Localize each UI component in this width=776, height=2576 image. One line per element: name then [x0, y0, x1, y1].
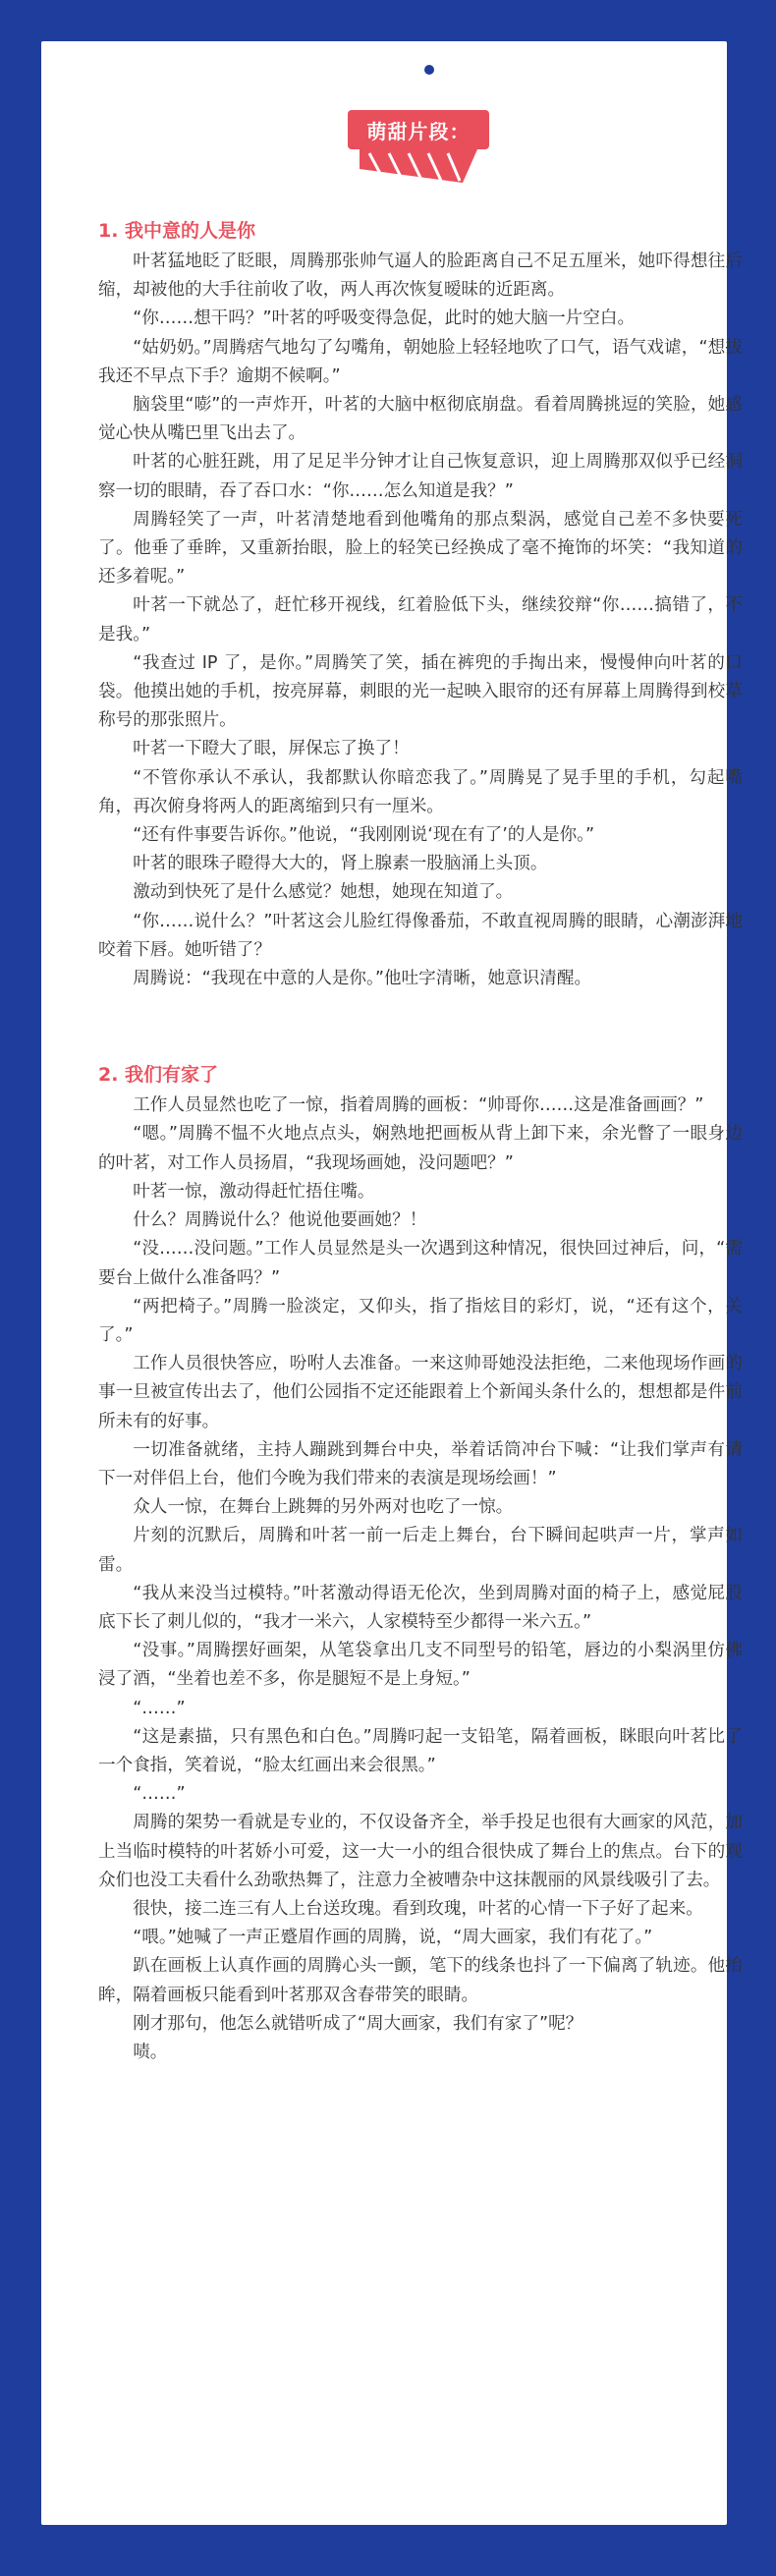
paragraph: 周腾轻笑了一声，叶茗清楚地看到他嘴角的那点梨涡，感觉自己差不多快要死了。他垂了垂眸，又重新抬眼，脸上的轻笑已经换成了毫不掩饰的坏笑：“我知道的还多着呢。”: [98, 509, 743, 588]
paragraph: 叶茗一惊，激动得赶忙捂住嘴。: [133, 1181, 375, 1202]
paragraph: 刚才那句，他怎么就错听成了“周大画家，我们有家了”呢？: [133, 2013, 583, 2034]
paragraph: “……”: [133, 1784, 186, 1805]
section-title: 2. 我们有家了: [98, 1064, 219, 1087]
paragraph: 趴在画板上认真作画的周腾心头一颤，笔下的线条也抖了一下偏离了轨迹。他抬眸，隔着画板只能看到叶茗那双含春带笑的眼睛。: [98, 1956, 743, 2005]
paragraph: 激动到快死了是什么感觉？她想，她现在知道了。: [133, 882, 514, 903]
paragraph: 什么？周腾说什么？他说他要画她？！: [133, 1210, 427, 1231]
paragraph: “姑奶奶。”周腾痞气地勾了勾嘴角，朝她脸上轻轻地吹了口气，语气戏谑，“想拔我还不早点下手？逾期不候啊。”: [98, 337, 743, 386]
paragraph: 脑袋里“嘭”的一声炸开，叶茗的大脑中枢彻底崩盘。看着周腾挑逗的笑脸，她感觉心快从嘴巴里飞出去了。: [98, 395, 743, 444]
section-tag: [348, 110, 495, 189]
paragraph: 工作人员显然也吃了一惊，指着周腾的画板：“帅哥你……这是准备画画？”: [133, 1095, 704, 1116]
paragraph: 很快，接二连三有人上台送玫瑰。看到玫瑰，叶茗的心情一下子好了起来。: [133, 1898, 703, 1919]
paragraph: 啧。: [133, 2042, 168, 2062]
paragraph: “你……说什么？”叶茗这会儿脸红得像番茄，不敢直视周腾的眼睛，心潮澎湃地咬着下唇。她听错了？: [98, 911, 743, 960]
content-card: [41, 41, 743, 2525]
paragraph: 周腾说：“我现在中意的人是你。”他吐字清晰，她意识清醒。: [133, 969, 592, 989]
paragraph: “不管你承认不承认，我都默认你暗恋我了。”周腾晃了晃手里的手机，勾起嘴角，再次俯身将两人的距离缩到只有一厘米。: [98, 767, 743, 816]
paragraph: 叶茗一下瞪大了眼，屏保忘了换了！: [133, 739, 410, 759]
paragraph: 工作人员很快答应，吩咐人去准备。一来这帅哥她没法拒绝，二来他现场作画的事一旦被宣传出去了，他们公园指不定还能跟着上个新闻头条什么的，想想都是件前所未有的好事。: [98, 1354, 743, 1431]
paragraph: 片刻的沉默后，周腾和叶茗一前一后走上舞台，台下瞬间起哄声一片，掌声如雷。: [98, 1526, 743, 1575]
paragraph: “这是素描，只有黑色和白色。”周腾叼起一支铅笔，隔着画板，眯眼向叶茗比了一个食指，笑着说，“脸太红画出来会很黑。”: [98, 1726, 743, 1775]
paragraph: “喂。”她喊了一声正蹙眉作画的周腾，说，“周大画家，我们有花了。”: [133, 1928, 653, 1948]
paragraph: 叶茗猛地眨了眨眼，周腾那张帅气逼人的脸距离自己不足五厘米，她吓得想往后缩，却被他的大手往前收了收，两人再次恢复暧昧的近距离。: [98, 252, 743, 301]
paragraph: “……”: [133, 1698, 186, 1718]
paragraph: “没……没问题。”工作人员显然是头一次遇到这种情况，很快回过神后，问，“需要台上做什么准备吗？”: [98, 1239, 743, 1288]
paragraph: “两把椅子。”周腾一脸淡定，又仰头，指了指炫目的彩灯，说，“还有这个，关了。”: [98, 1296, 743, 1345]
brush-stripes-icon: [360, 149, 477, 185]
article-body: [98, 218, 743, 2067]
paragraph: “你……想干吗？”叶茗的呼吸变得急促，此时的她大脑一片空白。: [133, 308, 636, 329]
paragraph: “嗯。”周腾不愠不火地点点头，娴熟地把画板从背上卸下来，余光瞥了一眼身边的叶茗，对工作人员扬眉，“我现场画她，没问题吧？”: [98, 1124, 743, 1173]
paragraph: 叶茗的心脏狂跳，用了足足半分钟才让自己恢复意识，迎上周腾那双似乎已经洞察一切的眼睛，吞了吞口水：“你……怎么知道是我？”: [98, 452, 743, 501]
paragraph: “我从来没当过模特。”叶茗激动得语无伦次，坐到周腾对面的椅子上，感觉屁股底下长了刺儿似的，“我才一米六，人家模特至少都得一米六五。”: [98, 1583, 743, 1632]
paragraph: 叶茗一下就怂了，赶忙移开视线，红着脸低下头，继续狡辩“你……搞错了，不是我。”: [98, 595, 743, 644]
paragraph: “还有件事要告诉你。”他说，“我刚刚说‘现在有了’的人是你。”: [133, 825, 595, 846]
paragraph: 众人一惊，在舞台上跳舞的另外两对也吃了一惊。: [133, 1497, 514, 1518]
section-title: 1. 我中意的人是你: [98, 220, 256, 242]
section-spacer: [98, 993, 743, 1062]
tag-label: 萌甜片段：: [366, 120, 471, 143]
paragraph: 一切准备就绪，主持人蹦跳到舞台中央，举着话筒冲台下喊：“让我们掌声有请下一对伴侣上台，他们今晚为我们带来的表演是现场绘画！”: [98, 1439, 743, 1488]
paragraph: “我查过 IP 了，是你。”周腾笑了笑，插在裤兜的手掏出来，慢慢伸向叶茗的口袋。他摸出她的手机，按亮屏幕，刺眼的光一起映入眼帘的还有屏幕上周腾得到校草称号的那张照片。: [98, 652, 743, 731]
clip-pin: [415, 59, 444, 88]
paragraph: 叶茗的眼珠子瞪得大大的，肾上腺素一股脑涌上头顶。: [133, 854, 548, 874]
paragraph: “没事。”周腾摆好画架，从笔袋拿出几支不同型号的铅笔，唇边的小梨涡里仿佛浸了酒，“坐着也差不多，你是腿短不是上身短。”: [98, 1641, 743, 1690]
clip-hole-icon: [424, 65, 434, 75]
paragraph: 周腾的架势一看就是专业的，不仅设备齐全，举手投足也很有大画家的风范，加上当临时模特的叶茗娇小可爱，这一大一小的组合很快成了舞台上的焦点。台下的观众们也没工夫看什么劲歌热舞了，注意力全被嘈杂中这抹靓丽的风景线吸引了去。: [98, 1813, 743, 1890]
